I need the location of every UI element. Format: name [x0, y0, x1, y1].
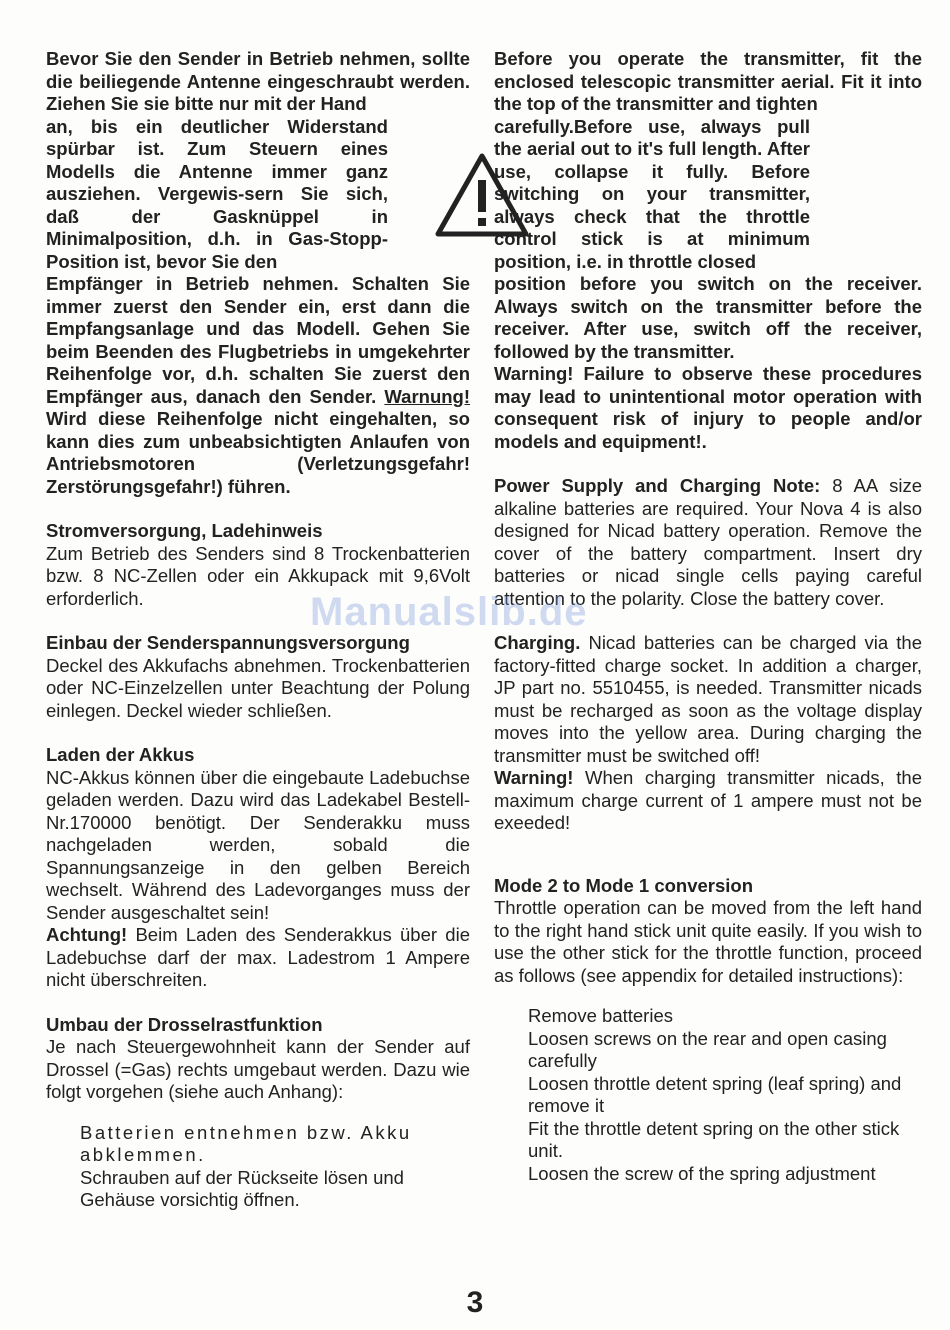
en-step-2: Loosen screws on the rear and open casing carefully [528, 1027, 887, 1071]
en-mode-title: Mode 2 to Mode 1 conversion [494, 874, 754, 896]
de-charge-title: Laden der Akkus [46, 744, 195, 765]
de-charge-warning: Achtung! Beim Laden des Senderakkus über die Ladebuchse darf der max. Ladestrom 1 Ampere nicht überschreiten. [46, 924, 470, 990]
en-charging-text: Charging. Nicad batteries can be charged via the factory-fitted charge socket. In addition a charger, JP part no. 5510455, is needed. Transmitter nicads must be recharged as soon as the voltage display moves into the yellow area. During charging the transmitter must be switched off! [494, 632, 922, 766]
de-throttle-text: Je nach Steuergewohnheit kann der Sender auf Drossel (=Gas) rechts umgebaut werden. Dazu wie folgt vorgehen (siehe auch Anhang): [46, 1036, 470, 1102]
en-charging-warning: Warning! When charging transmitter nicads, the maximum charge current of 1 ampere must not be exeeded! [494, 767, 922, 833]
de-intro-wrap: an, bis ein deutlicher Widerstand spürbar ist. Zum Steuern eines Modells die Antenne immer ganz ausziehen. Vergewis-sern Sie sich, daß der Gasknüppel in Minimalposition, d.h. in Gas-Stopp-Position ist, bevor Sie den [46, 115, 388, 272]
de-throttle-title: Umbau der Drosselrastfunktion [46, 1013, 323, 1035]
en-intro-rest: position before you switch on the receiver. Always switch on the transmitter before the receiver. After use, switch off the receiver, followed by the transmitter. [494, 273, 922, 362]
en-mode-text: Throttle operation can be moved from the left hand to the right hand stick unit quite easily. If you wish to use the other stick for the throttle function, proceed as follows (see appendix for detailed instructions): [494, 897, 922, 986]
de-step-1: Batterien entnehmen bzw. Akku abklemmen. [80, 1121, 412, 1165]
watermark: Manualslib.de [310, 590, 588, 634]
de-intro-rest: Empfänger in Betrieb nehmen. Schalten Sie immer zuerst den Sender ein, erst dann die Empfangsanlage und das Modell. Gehen Sie beim Beenden des Flugbetriebs in umgekehrter Reihenfolge vor, d.h. schalten Sie zuerst den Empfänger aus, danach den Sender. Warnung! Wird diese Reihenfolge nicht eingehalten, so kann dies zum unbeabsichtigten Anlaufen von Antriebsmotoren (Verletzungsgefahr! Zerstörungsgefahr!) führen. [46, 273, 471, 497]
en-intro-top: Before you operate the transmitter, fit the enclosed telescopic transmitter aerial. Fit it into the top of the transmitter and tighten [494, 48, 922, 114]
en-intro-wrap: carefully.Before use, always pull the aerial out to it's full length. After use, collapse it fully. Before switching on your transmitter, always check that the throttle control stick is at minimum position, i.e. in throttle closed [494, 115, 810, 272]
de-power-title: Stromversorgung, Ladehinweis [46, 520, 323, 541]
page-number: 3 [466, 1286, 484, 1319]
en-intro-warning: Warning! Failure to observe these procedures may lead to unintentional motor operation with consequent risk of injury to people and/or models and equipment!. [494, 363, 922, 452]
en-step-1: Remove batteries [528, 1005, 673, 1026]
en-power-text: Power Supply and Charging Note: 8 AA size alkaline batteries are required. Your Nova 4 is also designed for Nicad battery operation. Remove the cover of the battery compartment. Insert dry batteries or nicad single cells paying careful attention to the polarity. Close the battery cover. [494, 475, 922, 609]
de-install-text: Deckel des Akkufachs abnehmen. Trockenbatterien oder NC-Einzelzellen unter Beachtung der Polung einlegen. Deckel wieder schließen. [46, 654, 470, 721]
de-charge-text: NC-Akkus können über die eingebaute Ladebuchse geladen werden. Dazu wird das Ladekabel Bestell-Nr.170000 benötigt. Der Senderakku muss nachgeladen werden, sobald die Spannungsanzeige in den gelben Bereich wechselt. Während des Ladevorganges muss der Sender ausgeschaltet sein! [46, 766, 470, 923]
de-install-title: Einbau der Senderspannungsversorgung [46, 632, 410, 653]
en-step-3: Loosen throttle detent spring (leaf spring) and remove it [528, 1072, 902, 1116]
en-step-5: Loosen the screw of the spring adjustment [528, 1162, 876, 1184]
en-step-4: Fit the throttle detent spring on the other stick unit. [528, 1117, 900, 1161]
de-power-text: Zum Betrieb des Senders sind 8 Trockenbatterien bzw. 8 NC-Zellen oder ein Akkupack mit 9,6Volt erforderlich. [46, 542, 470, 609]
de-warning-label: Warnung! [384, 385, 471, 407]
de-step-2: Schrauben auf der Rückseite lösen und Gehäuse vorsichtig öffnen. [80, 1166, 404, 1210]
de-intro-top: Bevor Sie den Sender in Betrieb nehmen, sollte die beiliegende Antenne eingeschraubt werden. Ziehen Sie sie bitte nur mit der Hand [46, 48, 470, 114]
